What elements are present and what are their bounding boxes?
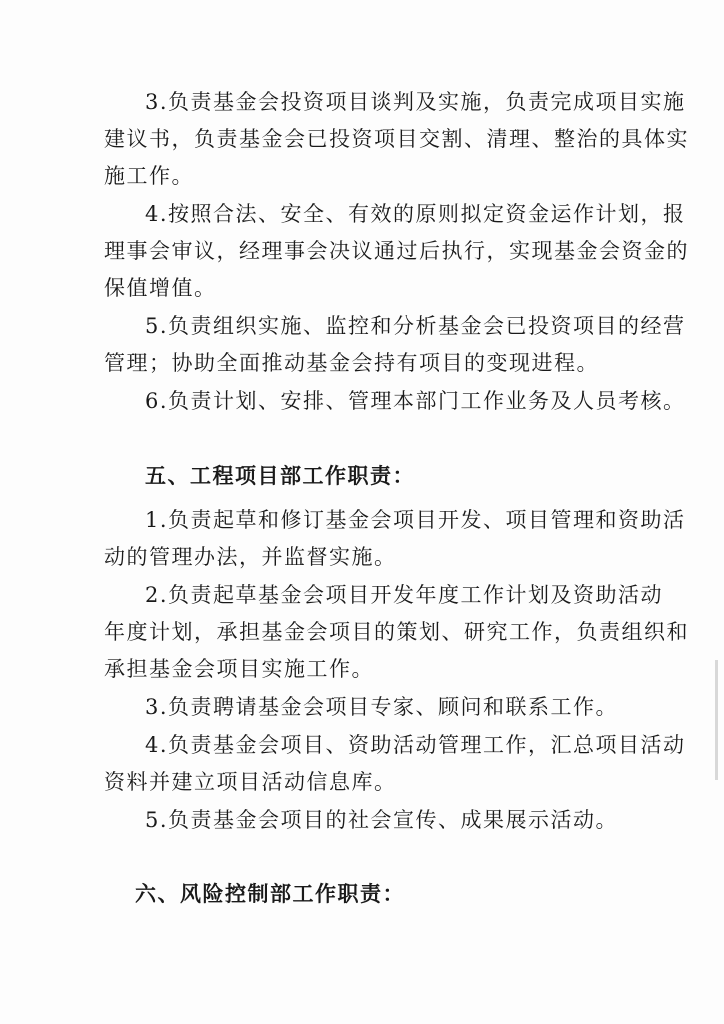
paragraph-line: 施工作。 (104, 164, 194, 188)
paragraph-line: 3.负责聘请基金会项目专家、顾问和联系工作。 (145, 695, 619, 719)
section-heading: 六、风险控制部工作职责： (135, 881, 405, 906)
paragraph-line: 承担基金会项目实施工作。 (104, 657, 374, 681)
paragraph-line: 4.负责基金会项目、资助活动管理工作，汇总项目活动 (145, 733, 686, 757)
scan-edge-shadow (715, 660, 718, 780)
paragraph-line: 6.负责计划、安排、管理本部门工作业务及人员考核。 (145, 389, 686, 413)
paragraph-line: 动的管理办法，并监督实施。 (104, 545, 397, 569)
paragraph-line: 资料并建立项目活动信息库。 (104, 770, 397, 794)
paragraph-line: 5.负责基金会项目的社会宣传、成果展示活动。 (145, 808, 619, 832)
paragraph-line: 3.负责基金会投资项目谈判及实施，负责完成项目实施 (145, 90, 686, 114)
paragraph-line: 管理；协助全面推动基金会持有项目的变现进程。 (104, 351, 599, 375)
paragraph-line: 1.负责起草和修订基金会项目开发、项目管理和资助活 (145, 508, 686, 532)
paragraph-line: 4.按照合法、安全、有效的原则拟定资金运作计划，报 (145, 202, 686, 226)
section-heading: 五、工程项目部工作职责： (145, 463, 415, 488)
paragraph-line: 年度计划，承担基金会项目的策划、研究工作，负责组织和 (104, 620, 689, 644)
paragraph-line: 理事会审议，经理事会决议通过后执行，实现基金会资金的 (104, 239, 689, 263)
paragraph-line: 建议书，负责基金会已投资项目交割、清理、整治的具体实 (104, 127, 689, 151)
paragraph-line: 2.负责起草基金会项目开发年度工作计划及资助活动 (145, 583, 664, 607)
paragraph-line: 保值增值。 (104, 276, 217, 300)
paragraph-line: 5.负责组织实施、监控和分析基金会已投资项目的经营 (145, 314, 686, 338)
